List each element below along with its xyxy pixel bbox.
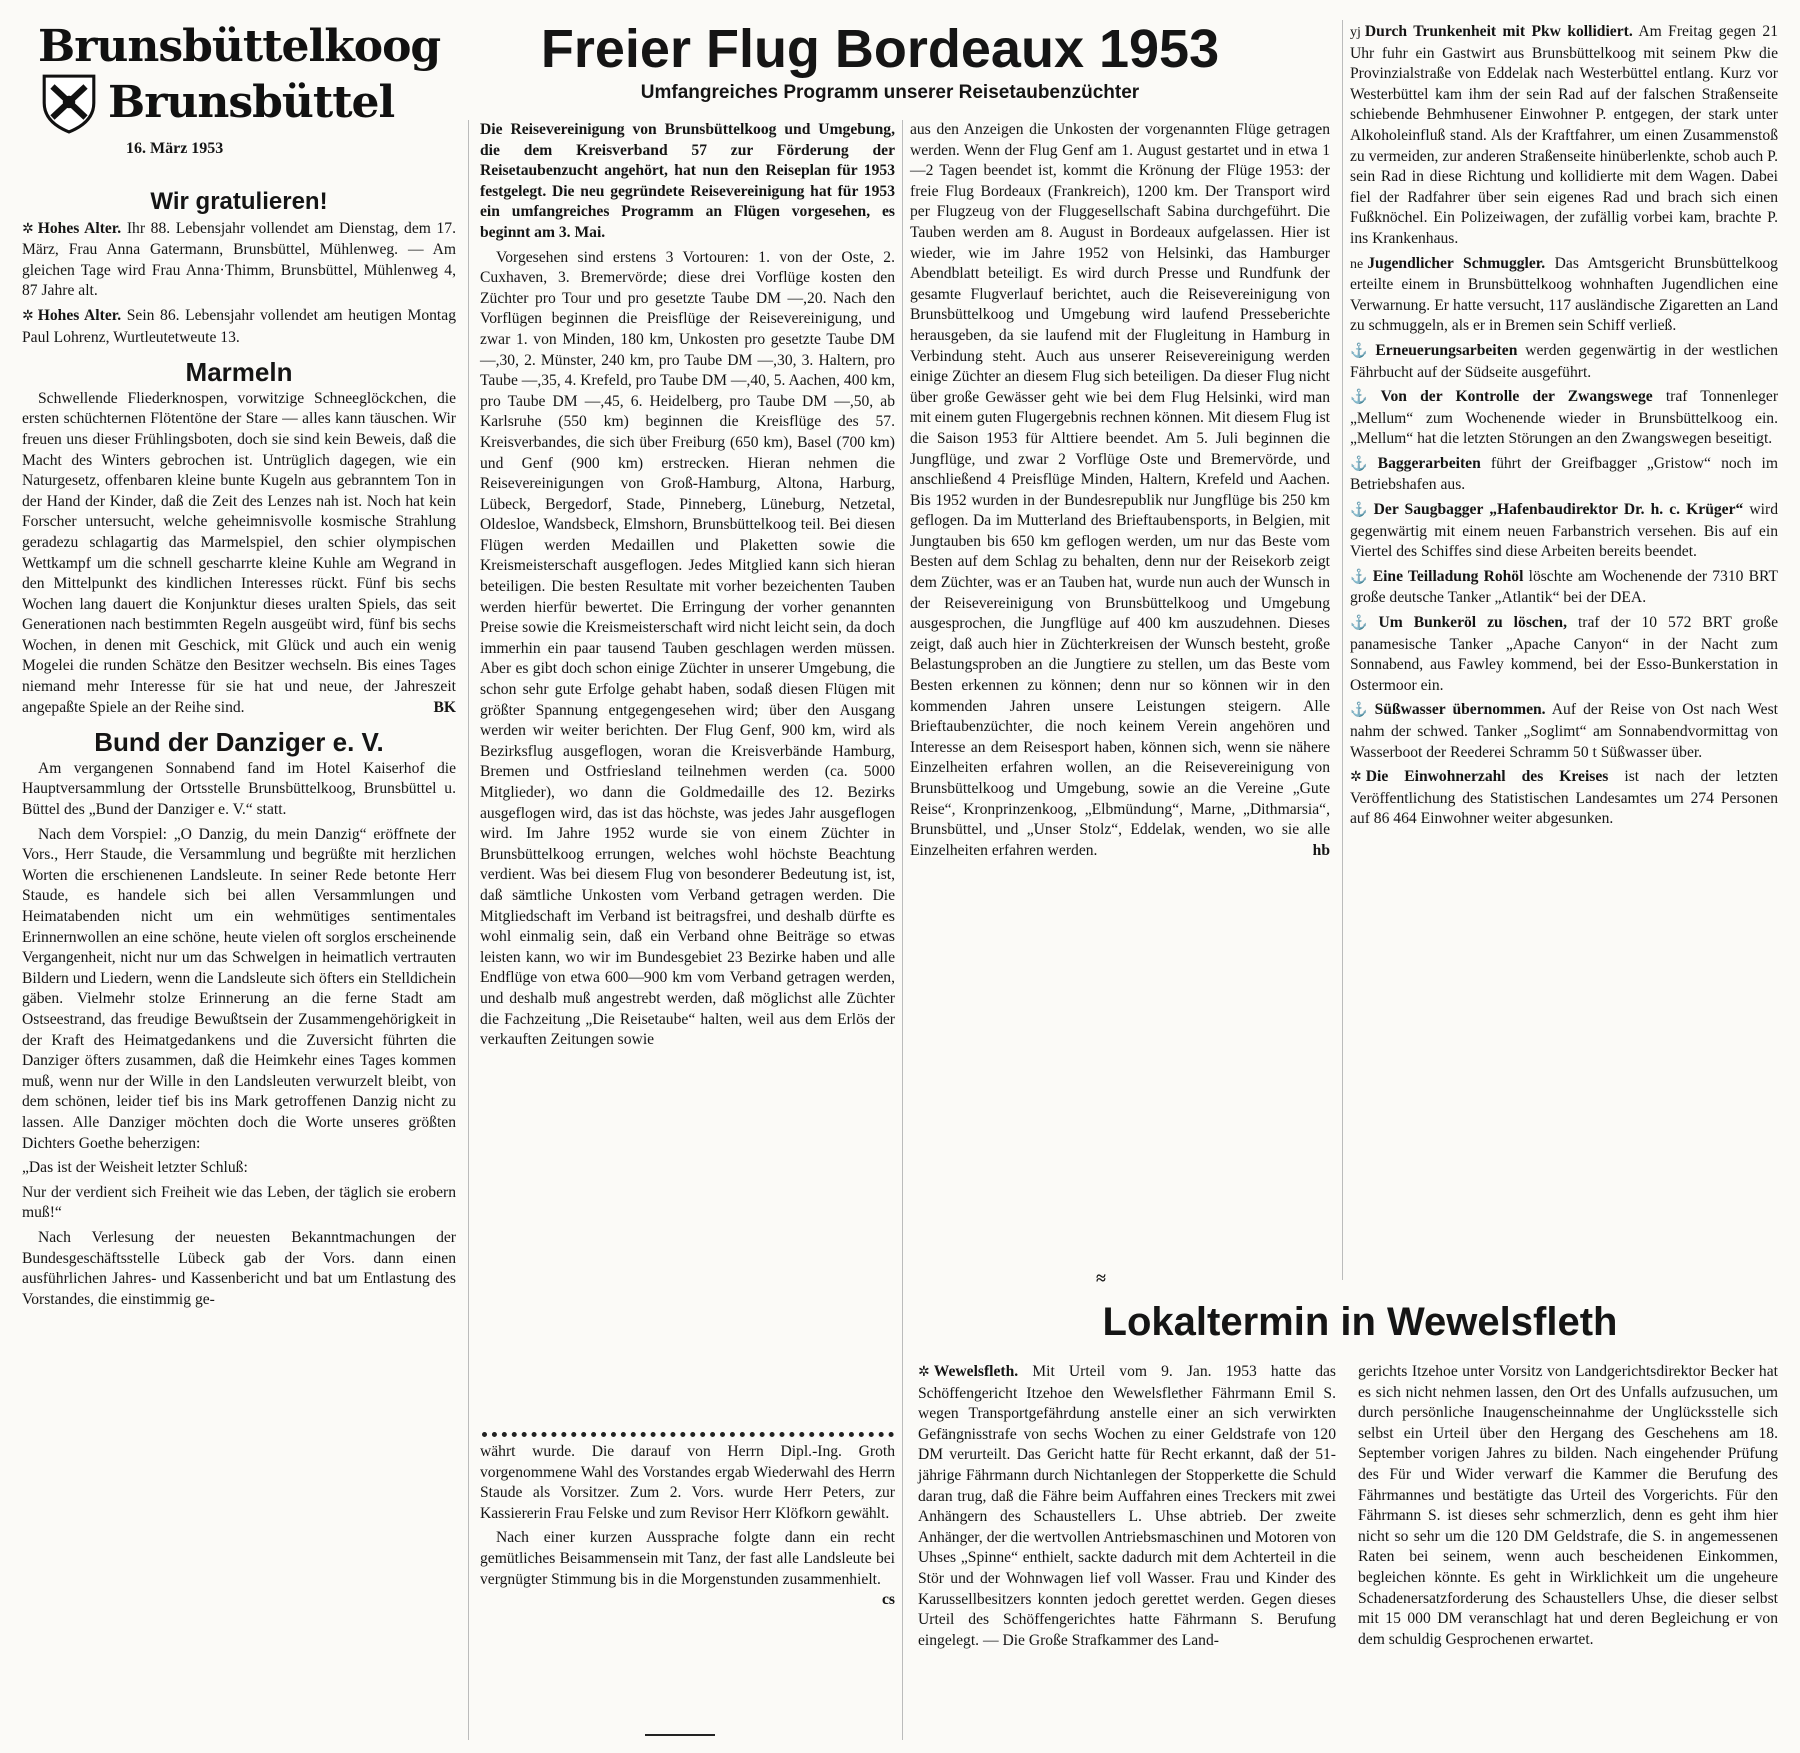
danziger-quote-2: Nur der verdient sich Freiheit wie das Leben, der täglich sie erobern muß!“ (22, 1183, 456, 1222)
anchor-icon: ⚓ (1350, 569, 1369, 585)
star-icon: ✲ (22, 308, 34, 324)
wave-separator: ≈ (1096, 1268, 1106, 1288)
news-item: ne Jugendlicher Schmuggler. Das Amtsgericht Brunsbüttelkoog erteilte einem in Brunsbüttelkoog wohnhaften Jugendlichen eine Verwarnung. Er hatte versucht, 117 ausländische Zigaretten an Land zu schmuggeln, als er in Bremen sein Schiff verließ. (1350, 254, 1778, 335)
star-icon: ✲ (22, 221, 34, 237)
marmeln-heading: Marmeln (185, 357, 293, 388)
danziger-p2: Nach dem Vorspiel: „O Danzig, du mein Danzig“ eröffnete der Vors., Herr Staude, die Versammlung und begrüßte mit herzlichen Worten die erschienenen Landsleute. In seiner Rede betonte Herr Staude, es handele sich bei allen Versammlungen und Heimatabenden nicht um ein wehmütiges sentimentales Erinnernwollen an eine schöne, heute vielen oft sorglos erscheinende Vergangenheit, nicht nur um das Schwelgen in heimatlich vertrauten Bildern und Liedern, wenn die Landsleute sich öfters ein Stelldichein gäben. Vielmehr stolze Erinnerung an die ferne Stadt am Ostseestrand, das freudige Bewußtsein der Zusammengehörigkeit in der Kraft des Heimatgedankens und die Zuversicht führten die Danziger öfters zusammen, daß die Heimkehr eines Tages kommen muß, wenn nur der Wille in den Landsleuten verwurzelt bleibt, von dem schönen, leider tief bis ins Mark getroffenen Danzig nicht zu lassen. Alle Danziger möchten doch die Worte unseres größten Dichters Goethe beherzigen: (22, 825, 456, 1152)
gratulieren-item-2: ✲ Hohes Alter. Sein 86. Lebensjahr vollendet am heutigen Montag Paul Lohrenz, Wurtleutetweute 13. (22, 306, 456, 346)
masthead (38, 22, 448, 172)
news-item: ⚓ Süßwasser übernommen. Auf der Reise von Ost nach West nahm der schwed. Tanker „Soglimt“ am Sonnabendvormittag von Wasserboot der Reederei Schramm 50 t Süßwasser über. (1350, 701, 1778, 761)
column-rule (468, 120, 469, 1740)
main-continuation: aus den Anzeigen die Unkosten der vorgenannten Flüge getragen werden. Wenn der Flug Genf am 1. August gestartet und in etwa 1—2 Tagen beendet ist, kommt die Krönung der Flüge 1953: der freie Flug Bordeaux (Frankreich), 1200 km. Der Transport wird per Flugzeug von der Fluggesellschaft Sabina durchgeführt. Die Tauben werden am 8. August in Bordeaux aufgelassen. Hier ist wieder, wie im Jahre 1952 von Helsinki, das Hamburger Abendblatt beteiligt. Es wird durch Presse und Rundfunk der gesamte Flugverlauf berichtet, auch die Reisevereinigung von Brunsbüttelkoog und Umgebung wird laufend Presseberichte herausgeben, da sie laufend mit der Flugleitung in Hamburg in Verbindung steht. Auch aus unserer Reisevereinigung werden einige Züchter an diesem Flug sich beteiligen. Da dieser Flug nicht über große Gewässer geht wie bei dem Flug Helsinki, wird man mit einem guten Flugergebnis rechnen können. Mit diesem Flug ist die Saison 1953 für Alttiere beendet. Am 5. Juli beginnen die Jungflüge, und zwar 2 Vorflüge Oste und Bremervörde, und anschließend 4 Preisflüge Minden, Haltern, Krefeld und Aachen. Bis 1952 wurden in der Bundesrepublik nur Jungflüge bis 250 km geflogen. Da im Mutterland des Brieftaubensports, in Belgien, mit Jungtauben bis 650 km geflogen werden, um nur das Beste vom Besten auf dem Schlag zu behalten, denn nur der Reisekorb zeigt dem Züchter, was er an Tauben hat, wurde nun auch der Wunsch in der Reisevereinigung von Brunsbüttelkoog und Umgebung ausgesprochen, die Jungflüge auf 400 km auszudehnen. Dieses zeigt, daß auch hier in Züchterkreisen der Wunsch besteht, große Belastungsproben an die Jungtiere zu stellen, um das Beste vom Besten erkennen zu können; denn nur so können wir in den kommenden Jahren unsere Leistungen steigern. Alle Brieftaubenzüchter, die noch keinem Verein angehören und Interesse an dem Reisesport haben, können sich, wenn sie nähere Einzelheiten erfahren wollen, an die Reisevereinigung von Brunsbüttelkoog und Umgebung, sowie an die Vereine „Gute Reise“, Kronprinzenkoog, „Elbmündung“, Marne, „Dithmarsia“, Brunsbüttel, und „Unser Stolz“, Eddelak, wenden, wo sie alle Einzelheiten erfahren werden. hb (910, 120, 1330, 861)
coat-of-arms-icon (38, 72, 100, 134)
news-item: ✲ Die Einwohnerzahl des Kreises ist nach der letzten Veröffentlichung des Statistischen Landesamtes um 274 Personen auf 86 464 Einwohner weiter abgesunken. (1350, 768, 1778, 828)
star-icon: ✲ (1350, 770, 1362, 786)
news-item: ⚓ Um Bunkeröl zu löschen, traf der 10 572 BRT große panamesische Tanker „Apache Canyon“ in der Nacht zum Sonnabend, aus Fawley kommend, bei der Esso-Bunkerstation in Ostermoor ein. (1350, 614, 1778, 694)
danziger-p1: Am vergangenen Sonnabend fand im Hotel Kaiserhof die Hauptversammlung der Ortsstelle Brunsbüttelkoog, Brunsbüttel u. Büttel des „Bund der Danziger e. V.“ statt. (22, 759, 456, 819)
lokal-column-2 (1358, 1362, 1778, 1654)
danziger-p4: währt wurde. Die darauf von Herrn Dipl.-Ing. Groth vorgenommene Wahl des Vorstandes ergab Wiederwahl des Herrn Staude als Vorsitzer. Zum 2. Vors. wurde Herr Peters, zur Kassiererin Frau Felske und zum Revisor Herr Klöfkorn gewählt. (480, 1443, 895, 1522)
anchor-icon: ⚓ (1350, 703, 1371, 719)
dotted-divider (482, 1432, 894, 1437)
main-signature: hb (1312, 841, 1330, 859)
main-headline: Freier Flug Bordeaux 1953 (540, 19, 1220, 79)
news-item: ⚓ Eine Teilladung Rohöl löschte am Wochenende der 7310 BRT große deutsche Tanker „Atlantik“ bei der DEA. (1350, 567, 1778, 607)
masthead-line2-row (38, 72, 448, 134)
news-item: yj Durch Trunkenheit mit Pkw kollidiert. Am Freitag gegen 21 Uhr fuhr ein Gastwirt aus Brunsbüttelkoog mit seinem Pkw die Provinzialstraße von Eddelak nach Westerbüttel entlang. Kurz vor Westerbüttel kam ihm der sein Rad auf der falschen Straßenseite schiebende Behmhusener Einwohner P. entgegen, der stark unter Alkoholeinfluß stand. Als der Kraftfahrer, um einen Zusammenstoß zu vermeiden, zur anderen Straßenseite hinüberlenkte, schob auch P. sein Rad in diese Richtung und kollidierte mit dem Wagen. Dabei fiel der Radfahrer über sein eigenes Rad und brach sich einen Fußknöchel. Ein Polizeiwagen, der zufällig vorbei kam, brachte P. ins Krankenhaus. (1350, 23, 1778, 247)
gratulieren-heading: Wir gratulieren! (150, 188, 328, 215)
news-item: ⚓ Baggerarbeiten führt der Greifbagger „Gristow“ noch im Betriebshafen aus. (1350, 454, 1778, 494)
danziger-p3: Nach Verlesung der neuesten Bekanntmachungen der Bundesgeschäftsstelle Lübeck gab der Vors. dann einen ausführlichen Jahres- und Kassenbericht und bat um Entlastung des Vorstandes, die einstimmig ge- (22, 1228, 456, 1308)
gratulieren-item-1: ✲ Hohes Alter. Ihr 88. Lebensjahr vollendet am Dienstag, dem 17. März, Frau Anna Gatermann, Brunsbüttel, Mühlenweg. — Am gleichen Tage wird Frau Anna·Thimm, Brunsbüttel, Mühlenweg 4, 87 Jahre alt. (22, 219, 456, 300)
column-2-bottom (480, 1442, 895, 1611)
column-2 (480, 120, 895, 1055)
column-4 (1350, 22, 1778, 834)
danziger-quote-1: „Das ist der Weisheit letzter Schluß: (22, 1159, 248, 1177)
news-item: ⚓ Erneuerungsarbeiten werden gegenwärtig in der westlichen Fährbucht auf der Südseite ausgeführt. (1350, 341, 1778, 381)
end-rule (645, 1734, 715, 1736)
lokal-headline: Lokaltermin in Wewelsfleth (1102, 1300, 1618, 1344)
marmeln-body: Schwellende Fliederknospen, vorwitzige Schneeglöckchen, die ersten schüchternen Flötentöne der Stare — alles kann täuschen. Wir freuen uns dieser Frühlingsboten, doch sie sind kein Beweis, daß die Macht des Winters gebrochen ist. Untrüglich dagegen, wie ein Naturgesetz, offenbaren kleine bunte Kugeln aus gebranntem Ton in der Hand der Kinder, daß die Zeit des Lenzes nah ist. Noch hat kein Forscher untersucht, welche geheimnisvolle kosmische Strahlung geradezu schlagartig das Marmelspiel, den schier olympischen Wettkampf um die schnell gescharrte kleine Kuhle am Wegrand in den Mittelpunkt des kindlichen Interesses rückt. Fünf bis sechs Wochen lang dauert die Konjunktur dieses uralten Spiels, das seit Generationen nach bestimmten Regeln ausgeübt wird, fünf bis sechs Wochen, in denen mit Geschick, mit Glück und auch ein wenig Mogelei die runden Schätze den Besitzer wechseln. Bis eines Tages niemand mehr Interesse für sie hat und neue, der Jahreszeit angepaßte Spiele an der Reihe sind. BK (22, 389, 456, 719)
anchor-icon: ⚓ (1350, 503, 1370, 519)
danziger-p5: Nach einer kurzen Aussprache folgte dann ein recht gemütliches Beisammensein mit Tanz, der fast alle Landsleute bei vergnügter Stimmung bis in die Morgenstunden zusammenhielt. cs (480, 1528, 895, 1590)
anchor-icon: ⚓ (1350, 343, 1372, 359)
column-3 (910, 120, 1330, 865)
column-rule (902, 120, 903, 1740)
star-icon: ✲ (918, 1365, 930, 1380)
main-lead: Die Reisevereinigung von Brunsbüttelkoog und Umgebung, die dem Kreisverband 57 zur Förderung der Reisetaubenzucht angehört, hat nun den Reiseplan für 1953 festgelegt. Die neu gegründete Reisevereinigung hat für 1953 ein umfangreiches Programm an Flügen vorgesehen, es beginnt am 3. Mai. (480, 121, 895, 241)
danziger-heading: Bund der Danziger e. V. (94, 727, 384, 758)
masthead-line2: Brunsbüttel (108, 77, 395, 128)
masthead-line1: Brunsbüttelkoog (38, 21, 441, 72)
lokal-body-2: gerichts Itzehoe unter Vorsitz von Landgerichtsdirektor Becker hat es sich nicht nehmen lassen, den Ort des Unfalls aufzusuchen, um durch persönliche Inaugenscheinnahme der Unglücksstelle sich selbst ein Urteil über den Hergang des Geschehens am 18. September vorigen Jahres zu bilden. Nach eingehender Prüfung des Für und Wider verwarf die Kammer die Berufung des Fährmannes und bestätigte das Urteil des Vorgerichts. Für den Fährmann S. ist dieses sehr schmerzlich, denn es geht ihm hier nicht so sehr um die 120 DM Geldstrafe, die S. in angemessenen Raten bei seinem, wenn auch bescheidenen Einkommen, begleichen könnte. Es geht in Wirklichkeit um die ungeheure Schadenersatzforderung des Schaustellers Uhse, die dieser selbst mit 15 000 DM veranschlagt hat und deren Begleichung er von dem schuldig Gesprochenen erwartet. (1358, 1363, 1778, 1648)
issue-date: 16. März 1953 (126, 140, 224, 157)
anchor-icon: ⚓ (1350, 616, 1375, 632)
main-subheadline: Umfangreiches Programm unserer Reisetaubenzüchter (640, 82, 1140, 103)
news-item: ⚓ Von der Kontrolle der Zwangswege traf Tonnenleger „Mellum“ zum Wochenende wieder in Brunsbüttelkoog ein. „Mellum“ hat die letzten Störungen an den Zwangswegen beseitigt. (1350, 388, 1779, 448)
main-body: Vorgesehen sind erstens 3 Vortouren: 1. von der Oste, 2. Cuxhaven, 3. Bremervörde; diese drei Vorflüge kosten den Züchter pro Tour und pro gesetzte Taube DM —,20. Nach den Vorflügen beginnen die Preisflüge der Reisevereinigung, und zwar 1. von Minden, 180 km, Unkosten pro gesetzte Taube DM —,30, 2. Münster, 240 km, pro Taube DM —,30, 3. Haltern, pro Taube —,35, 4. Krefeld, pro Taube DM —,40, 5. Aachen, 400 km, pro Taube DM —,45, 6. Heidelberg, pro Taube DM —,50, ab Karlsruhe (550 km) beginnen die Kreisflüge des 57. Kreisverbandes, die sich über Freiburg (650 km), Basel (700 km) und Genf (900 km) erstrecken. Hieran nehmen die Reisevereinigungen von Groß-Hamburg, Altona, Harburg, Lübeck, Bergedorf, Stade, Pinneberg, Lüneburg, Netzetal, Oldesloe, Wandsbeck, Elmshorn, Brunsbüttelkoog teil. Bei diesen Flügen werden Medaillen und Plaketten sowie die Kreismeisterschaft ausgeflogen. Jedes Mitglied kann sich hieran beteiligen. Die besten Resultate mit vorher bezeichenten Tauben werden hierfür bewertet. Die Erringung der vorher genannten Preise sowie die Kreismeisterschaft wird nicht leicht sein, da doch immerhin ein paar tausend Tauben geschlagen werden müssen. Aber es gibt doch schon einige Züchter in unserer Umgebung, die schon sehr gute Erfolge gehabt haben, sodaß diesen Flügen mit größter Spannung entgegengesehen wird; über den Ausgang werden wir weiter berichten. Der Flug Genf, 900 km, wird als Bezirksflug ausgeflogen, woran die Kreisverbände Hamburg, Bremen und Ostfriesland teilnehmen werden (ca. 5000 Mitglieder), wo dann die Goldmedaille des 12. Bezirks ausgeflogen wird, das ist das höchste, was jedes Jahr ausgeflogen wird. Im Jahre 1952 wurde sie von einem Züchter in Brunsbüttelkoog errungen, welches wohl höchste Beachtung verdient. Was bei diesem Flug von besonderer Bedeutung ist, ist, daß sämtliche Unkosten vom Verband getragen werden. Die Mitgliedschaft im Verband ist beitragsfrei, und deshalb dürfte es wohl einmalig sein, daß ein Verband ohne Beiträge so etwas leisten kann, wo wir im Bundesgebiet 23 Bezirke haben und alle Endflüge von etwa 600—900 km vom Verband getragen werden, und deshalb muß angestrebt werden, daß möglichst alle Züchter die Fachzeitung „Die Reisetaube“ halten, weil aus dem Erlös der verkauften Zeitungen sowie (480, 248, 896, 1049)
danziger-signature: cs (882, 1591, 895, 1609)
news-item: ⚓ Der Saugbagger „Hafenbaudirektor Dr. h. c. Krüger“ wird gegenwärtig mit einem neuen Farbanstrich versehen. Bis auf ein Viertel des Schiffes sind diese Arbeiten bereits beendet. (1350, 501, 1778, 561)
anchor-icon: ⚓ (1350, 390, 1377, 406)
column-1 (22, 188, 456, 1314)
lokal-column-1 (918, 1362, 1336, 1655)
marmeln-signature: BK (433, 698, 456, 716)
column-rule (1342, 20, 1343, 1280)
lokal-body-1: ✲ Wewelsfleth. Mit Urteil vom 9. Jan. 1953 hatte das Schöffengericht Itzehoe den Wewelsflether Fährmann Emil S. wegen Transportgefährdung anstelle einer an sich verwirkten Gefängnisstrafe von sechs Wochen zu einer Geldstrafe von 120 DM verurteilt. Das Gericht hatte für Recht erkannt, daß der 51-jährige Fährmann durch Nichtanlegen der Stopperkette die Schuld daran trug, daß die Fähre beim Auffahren eines Treckers mit zwei Anhängern des Schaustellers L. Uhse abtrieb. Der zweite Anhänger, der die wertvollen Antriebsmaschinen und Motoren von Uhses „Spinne“ enthielt, sackte dadurch mit dem Achterteil in die Stör und der Wohnwagen lief voll Wasser. Frau und Kinder des Karussellbesitzers konnten jedoch gerettet werden. Gegen dieses Urteil des Schöffengerichtes hatte Fährmann S. Berufung eingelegt. — Die Große Strafkammer des Land- (918, 1363, 1337, 1649)
anchor-icon: ⚓ (1350, 456, 1374, 472)
